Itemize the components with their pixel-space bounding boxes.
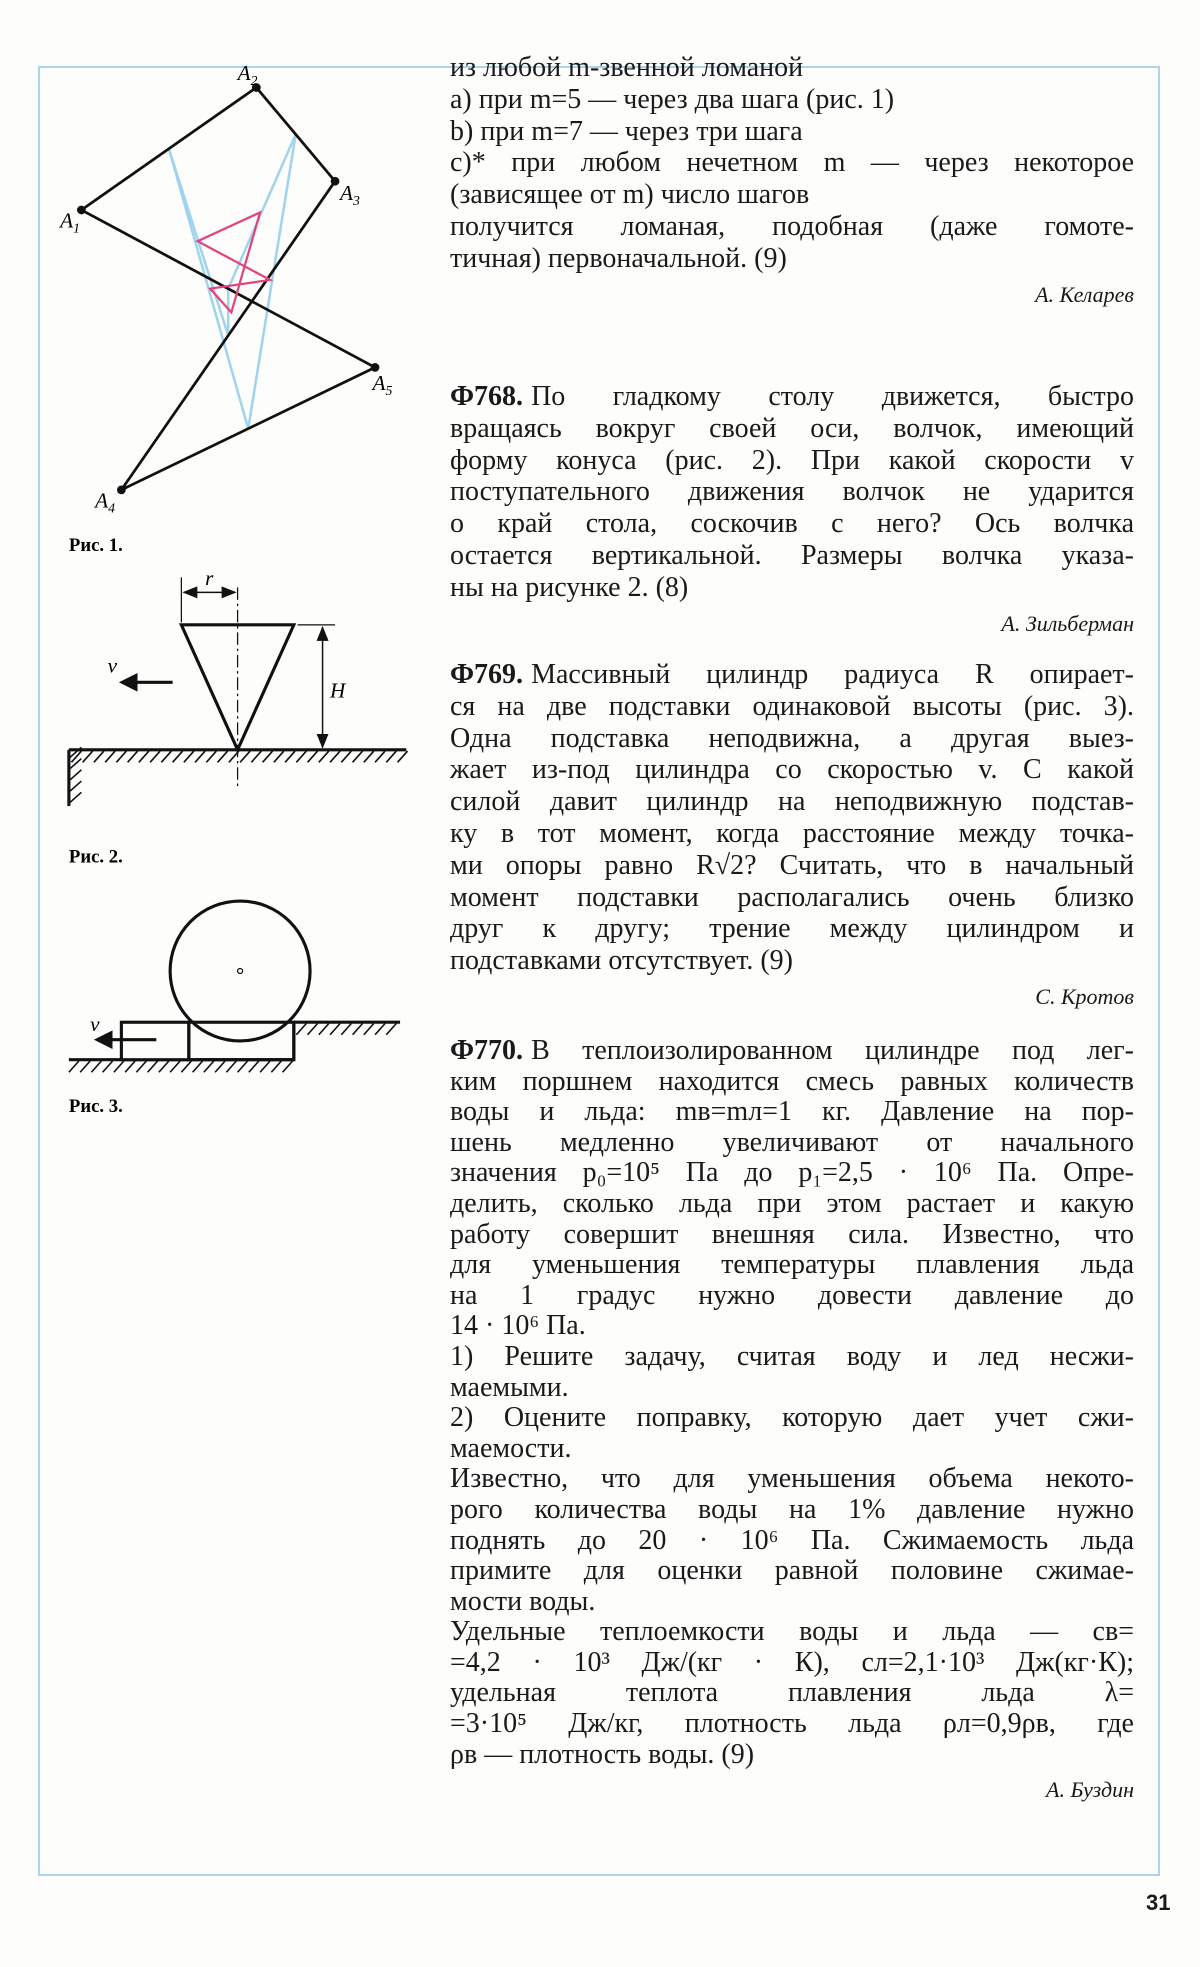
text-line xyxy=(450,1128,1134,1159)
text-line xyxy=(450,1648,1134,1679)
figure-1-polyline xyxy=(58,61,392,556)
line-text: 1) Решите задачу, считая воду и лед несжи- xyxy=(450,1340,1134,1372)
problem-f770 xyxy=(450,1036,1134,1806)
text-line xyxy=(450,476,1134,508)
hatching xyxy=(70,747,407,802)
line-text: поднять до 20 · 10⁶ Па. Сжимаемость льда xyxy=(450,1524,1134,1556)
line-text: Одна подставка неподвижна, а другая выез- xyxy=(450,722,1134,754)
line-text: примите для оценки равной половине сжимае- xyxy=(450,1555,1134,1587)
text-line xyxy=(450,1189,1134,1220)
text-line xyxy=(450,84,1134,116)
text-line xyxy=(450,381,1134,413)
text-line xyxy=(450,1587,1134,1618)
label-a1: $A_1$ xyxy=(60,208,80,236)
figure-1-caption: Рис. 1. xyxy=(68,535,123,557)
construction-line xyxy=(169,149,248,429)
line-text: 2) Оцените поправку, которую дает учет сжи- xyxy=(450,1402,1134,1434)
polyline-a1-a5 xyxy=(81,87,375,489)
text-line xyxy=(450,1220,1134,1251)
text-line xyxy=(450,754,1134,786)
line-text: рого количества воды на 1% давление нужно xyxy=(450,1493,1134,1525)
text-line xyxy=(450,818,1134,850)
line-text: c)* при любом нечетном m — через некоторое xyxy=(450,147,1134,179)
line-text: ρв — плотность воды. (9) xyxy=(450,1738,755,1770)
text-line xyxy=(450,147,1134,179)
line-text: =3·10⁵ Дж/кг, плотность льда ρл=0,9ρв, где xyxy=(450,1708,1134,1740)
vertex-point xyxy=(77,206,86,215)
text-line xyxy=(450,1067,1134,1098)
text-line xyxy=(450,659,1134,691)
text-line xyxy=(450,1036,1134,1067)
text-line xyxy=(450,913,1134,945)
line-text: =4,2 · 10³ Дж/(кг · К), cл=2,1·10³ Дж(кг·К); xyxy=(450,1646,1134,1678)
text-line xyxy=(450,945,1134,977)
text-line xyxy=(450,116,1134,148)
text-line xyxy=(450,572,1134,604)
line-text: маемыми. xyxy=(450,1371,569,1403)
line-text: о край стола, соскочив с него? Ось волчка xyxy=(450,508,1134,540)
line-text: Удельные теплоемкости воды и льда — cв= xyxy=(450,1616,1134,1648)
line-text: делить, сколько льда при этом растает и какую xyxy=(450,1187,1134,1219)
text-line xyxy=(450,1495,1134,1526)
label-a5: $A_5$ xyxy=(372,370,393,398)
text-line xyxy=(450,1617,1134,1648)
line-text: мости воды. xyxy=(450,1585,596,1617)
problem-f768 xyxy=(450,381,1134,640)
line-text: работу совершит внешняя сила. Известно, что xyxy=(450,1218,1134,1250)
figure-3-cylinder xyxy=(69,901,400,1117)
text-line xyxy=(450,179,1134,211)
line-text: Известно, что для уменьшения объема некото- xyxy=(450,1463,1134,1495)
line-text: шень медленно увеличивают от начального xyxy=(450,1126,1134,1158)
line-text: момент подставки располагались очень близко xyxy=(450,881,1134,913)
text-line xyxy=(450,850,1134,882)
problem-number: Ф768. xyxy=(450,381,524,412)
line-text: вращаясь вокруг своей оси, волчок, имеющий xyxy=(450,412,1134,444)
problem-intro xyxy=(450,52,1134,311)
text-line xyxy=(450,540,1134,572)
vertex-point xyxy=(331,177,340,186)
line-text: (зависящее от m) число шагов xyxy=(450,179,810,211)
text-line xyxy=(450,1709,1134,1740)
text-line xyxy=(450,882,1134,914)
text-line xyxy=(450,1678,1134,1709)
text-line xyxy=(450,1740,1134,1771)
line-text: поступательного движения волчок не ударится xyxy=(450,476,1134,508)
label-a2: $A_2$ xyxy=(237,60,258,88)
line-text: По гладкому столу движется, быстро xyxy=(531,381,1134,412)
line-text: тичная) первоначальной. (9) xyxy=(450,242,787,274)
line-text: В теплоизолированном цилиндре под лег- xyxy=(531,1035,1134,1066)
text-line xyxy=(450,211,1134,243)
line-text: для уменьшения температуры плавления льда xyxy=(450,1249,1134,1281)
radius-label: r xyxy=(205,565,214,590)
text-line xyxy=(450,508,1134,540)
line-text: ким поршнем находится смесь равных количеств xyxy=(450,1065,1134,1097)
text-line xyxy=(450,1403,1134,1434)
text-line xyxy=(450,1556,1134,1587)
line-text: значения p₀=10⁵ Па до p₁=2,5 · 10⁶ Па. Опре- xyxy=(450,1157,1134,1189)
text-line xyxy=(450,1373,1134,1404)
line-text: жает из-под цилиндра со скоростью v. С какой xyxy=(450,754,1134,786)
text-line xyxy=(450,243,1134,275)
figure-3-caption: Рис. 3. xyxy=(68,1096,123,1118)
line-text: a) при m=5 — через два шага (рис. 1) xyxy=(450,83,895,115)
velocity-label: v xyxy=(90,1011,100,1036)
text-line xyxy=(450,1464,1134,1495)
line-text: ны на рисунке 2. (8) xyxy=(450,571,689,603)
label-a4: $A_4$ xyxy=(95,488,115,516)
line-text: маемости. xyxy=(450,1432,572,1464)
line-text: удельная теплота плавления льда λ= xyxy=(450,1677,1134,1709)
text-line xyxy=(450,1342,1134,1373)
vertex-point xyxy=(117,486,126,495)
line-text: форму конуса (рис. 2). При какой скорости v xyxy=(450,444,1134,476)
height-label: H xyxy=(330,678,346,703)
text-line xyxy=(450,786,1134,818)
line-text: b) при m=7 — через три шага xyxy=(450,115,803,147)
text-line xyxy=(450,1311,1134,1342)
line-text: остается вертикальной. Размеры волчка указа- xyxy=(450,539,1134,571)
page-number: 31 xyxy=(1146,1890,1171,1915)
line-text: ку в тот момент, когда расстояние между точка- xyxy=(450,817,1134,849)
line-text: ся на две подставки одинаковой высоты (рис. 3). xyxy=(450,690,1134,722)
line-text: друг к другу; трение между цилиндром и xyxy=(450,913,1134,945)
hatching xyxy=(69,1023,396,1072)
label-a3: $A_3$ xyxy=(340,180,360,208)
text-line xyxy=(450,1434,1134,1465)
author: А. Келарев xyxy=(1035,281,1134,307)
velocity-label: v xyxy=(107,653,118,678)
problem-number: Ф770. xyxy=(450,1035,524,1066)
line-text: ми опоры равно R√2? Считать, что в начальный xyxy=(450,849,1134,881)
line-text: подставками отсутствует. (9) xyxy=(450,945,793,977)
text-line xyxy=(450,691,1134,723)
line-text: из любой m-звенной ломаной xyxy=(450,52,804,83)
text-line xyxy=(450,1281,1134,1312)
text-line xyxy=(450,1158,1134,1189)
text-line xyxy=(450,52,1134,84)
problem-number: Ф769. xyxy=(450,659,524,690)
author: С. Кротов xyxy=(1035,983,1134,1009)
author: А. Зильберман xyxy=(1001,610,1134,636)
similar-polyline xyxy=(198,212,270,312)
text-line xyxy=(450,413,1134,445)
line-text: 14 · 10⁶ Па. xyxy=(450,1310,586,1342)
line-text: силой давит цилиндр на неподвижную подстав- xyxy=(450,786,1134,818)
line-text: на 1 градус нужно довести давление до xyxy=(450,1279,1134,1311)
construction-line xyxy=(228,134,295,288)
cylinder xyxy=(170,901,310,1041)
problem-f769 xyxy=(450,659,1134,1013)
line-text: получится ломаная, подобная (даже гомоте- xyxy=(450,210,1134,242)
line-text: Массивный цилиндр радиуса R опирает- xyxy=(531,659,1134,690)
line-text: воды и льда: mв=mл=1 кг. Давление на пор- xyxy=(450,1096,1134,1128)
text-line xyxy=(450,723,1134,755)
text-line xyxy=(450,1250,1134,1281)
author: А. Буздин xyxy=(1046,1777,1134,1803)
text-line xyxy=(450,1097,1134,1128)
figure-2-caption: Рис. 2. xyxy=(68,846,123,868)
text-line xyxy=(450,1526,1134,1557)
text-line xyxy=(450,445,1134,477)
figure-2-cone xyxy=(69,566,408,867)
